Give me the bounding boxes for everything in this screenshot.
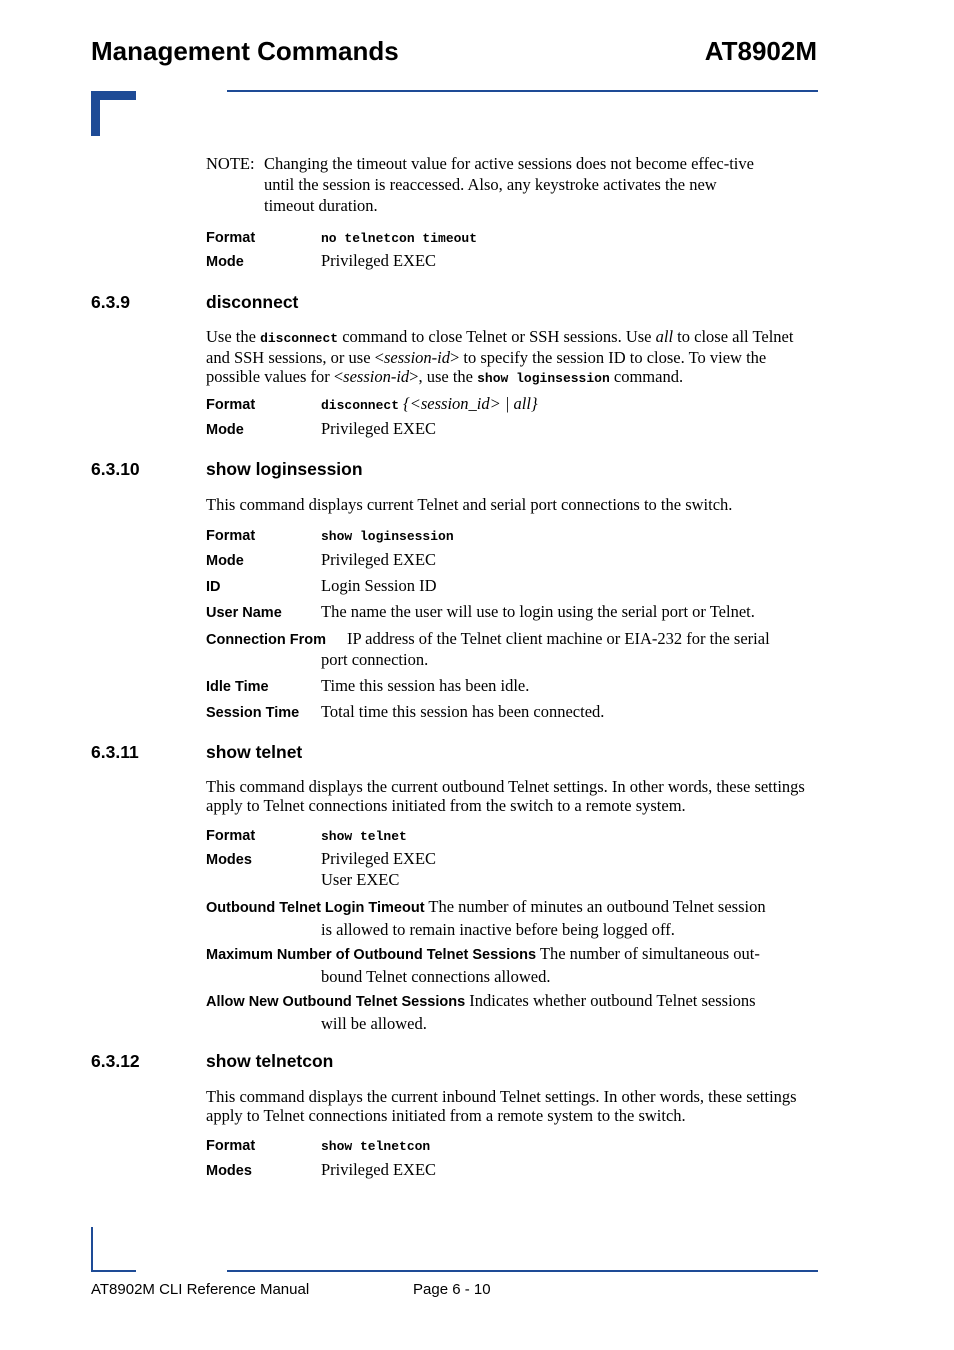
format-row (206, 525, 818, 546)
footer-page-number: Page 6 - 10 (413, 1281, 491, 1298)
corner-mark-bottom-vertical (91, 1227, 93, 1272)
mode-row (206, 550, 818, 571)
user-name-value: The name the user will use to login using the serial port or Telnet. (321, 602, 755, 621)
id-label: ID (206, 579, 221, 595)
max-sessions-value: The number of simultaneous out- (539, 944, 760, 963)
section-title: show loginsession (206, 459, 363, 479)
outbound-timeout-value-cont: is allowed to remain inactive before being logged off. (321, 920, 675, 939)
modes-value: Privileged EXEC (321, 1160, 437, 1179)
mode-row (206, 419, 818, 440)
id-row (206, 576, 818, 597)
modes-value: Privileged EXEC (321, 849, 437, 868)
max-sessions-label: Maximum Number of Outbound Telnet Sessions (206, 947, 537, 963)
modes-value-cont: User EXEC (321, 870, 400, 889)
mode-value: Privileged EXEC (321, 419, 437, 438)
connection-from-value: IP address of the Telnet client machine or EIA-232 for the serial (347, 629, 770, 648)
outbound-timeout-row (206, 896, 818, 940)
id-value: Login Session ID (321, 576, 437, 595)
session-time-row (206, 702, 818, 723)
section-number: 6.3.10 (91, 459, 140, 479)
format-value: show loginsession (321, 529, 454, 544)
section-title: disconnect (206, 292, 299, 312)
section-title: show telnet (206, 742, 303, 762)
mode-label: Mode (206, 254, 244, 270)
format-label: Format (206, 828, 256, 844)
header-product: AT8902M (704, 36, 817, 66)
format-label: Format (206, 397, 256, 413)
format-label: Format (206, 528, 256, 544)
inline-command: disconnect (260, 331, 339, 346)
section-number: 6.3.11 (91, 742, 139, 762)
mode-label: Mode (206, 553, 244, 569)
modes-row (206, 1160, 818, 1181)
allow-new-sessions-value-cont: will be allowed. (321, 1014, 427, 1033)
format-label: Format (206, 230, 256, 246)
connection-from-label: Connection From (206, 632, 327, 648)
format-row (206, 1135, 818, 1156)
connection-from-row (206, 629, 818, 670)
note-text: Changing the timeout value for active sessions does not become effec-tive until the session is reaccessed. Also, any keystroke activates the new timeout duration. (264, 154, 754, 215)
format-value: disconnect {<session_id> | all} (321, 394, 538, 413)
connection-from-value-cont: port connection. (321, 650, 429, 669)
user-name-label: User Name (206, 605, 282, 621)
format-label: Format (206, 1138, 256, 1154)
top-mode-row (206, 251, 818, 272)
idle-time-label: Idle Time (206, 679, 269, 695)
top-format-row (206, 227, 818, 248)
format-row (206, 825, 818, 846)
corner-mark-top-vertical (91, 91, 100, 136)
inline-command: show loginsession (477, 371, 610, 386)
modes-row (206, 849, 818, 890)
footer-manual-title: AT8902M CLI Reference Manual (91, 1281, 310, 1298)
section-number: 6.3.12 (91, 1051, 140, 1071)
session-time-label: Session Time (206, 705, 300, 721)
note-block (206, 153, 766, 216)
allow-new-sessions-row (206, 990, 818, 1034)
allow-new-sessions-value: Indicates whether outbound Telnet sessions (469, 991, 756, 1010)
section-paragraph: This command displays the current outbound Telnet settings. In other words, these settings apply to Telnet connections initiated from the switch to a remote system. (206, 777, 805, 815)
outbound-timeout-value: The number of minutes an outbound Telnet session (428, 897, 766, 916)
corner-mark-bottom-horizontal (91, 1270, 136, 1272)
modes-label: Modes (206, 852, 252, 868)
max-sessions-row (206, 943, 818, 987)
mode-value: Privileged EXEC (321, 251, 437, 270)
section-paragraph: Use the disconnect command to close Telnet or SSH sessions. Use all to close all Telnet and SSH sessions, or use <session-id> to specify the session ID to close. To view the possible values for <session-id>, use the show loginsession command. (206, 327, 794, 386)
session-time-value: Total time this session has been connected. (321, 702, 605, 721)
modes-label: Modes (206, 1163, 252, 1179)
allow-new-sessions-label: Allow New Outbound Telnet Sessions (206, 994, 466, 1010)
note-label: NOTE: (206, 154, 255, 173)
mode-value: Privileged EXEC (321, 550, 437, 569)
format-value: show telnet (321, 829, 407, 844)
section-paragraph: This command displays the current inbound Telnet settings. In other words, these settings apply to Telnet connections initiated from a remote system to the switch. (206, 1087, 797, 1125)
footer-rule (227, 1270, 818, 1272)
format-value: no telnetcon timeout (321, 231, 478, 246)
section-number: 6.3.9 (91, 292, 130, 312)
header-rule (227, 90, 818, 92)
outbound-timeout-label: Outbound Telnet Login Timeout (206, 900, 425, 916)
format-value: show telnetcon (321, 1139, 431, 1154)
user-name-row (206, 602, 818, 623)
format-row (206, 394, 818, 415)
max-sessions-value-cont: bound Telnet connections allowed. (321, 967, 551, 986)
section-title: show telnetcon (206, 1051, 334, 1071)
section-paragraph: This command displays current Telnet and serial port connections to the switch. (206, 495, 733, 514)
header-title: Management Commands (91, 36, 399, 66)
idle-time-value: Time this session has been idle. (321, 676, 530, 695)
idle-time-row (206, 676, 818, 697)
mode-label: Mode (206, 422, 244, 438)
